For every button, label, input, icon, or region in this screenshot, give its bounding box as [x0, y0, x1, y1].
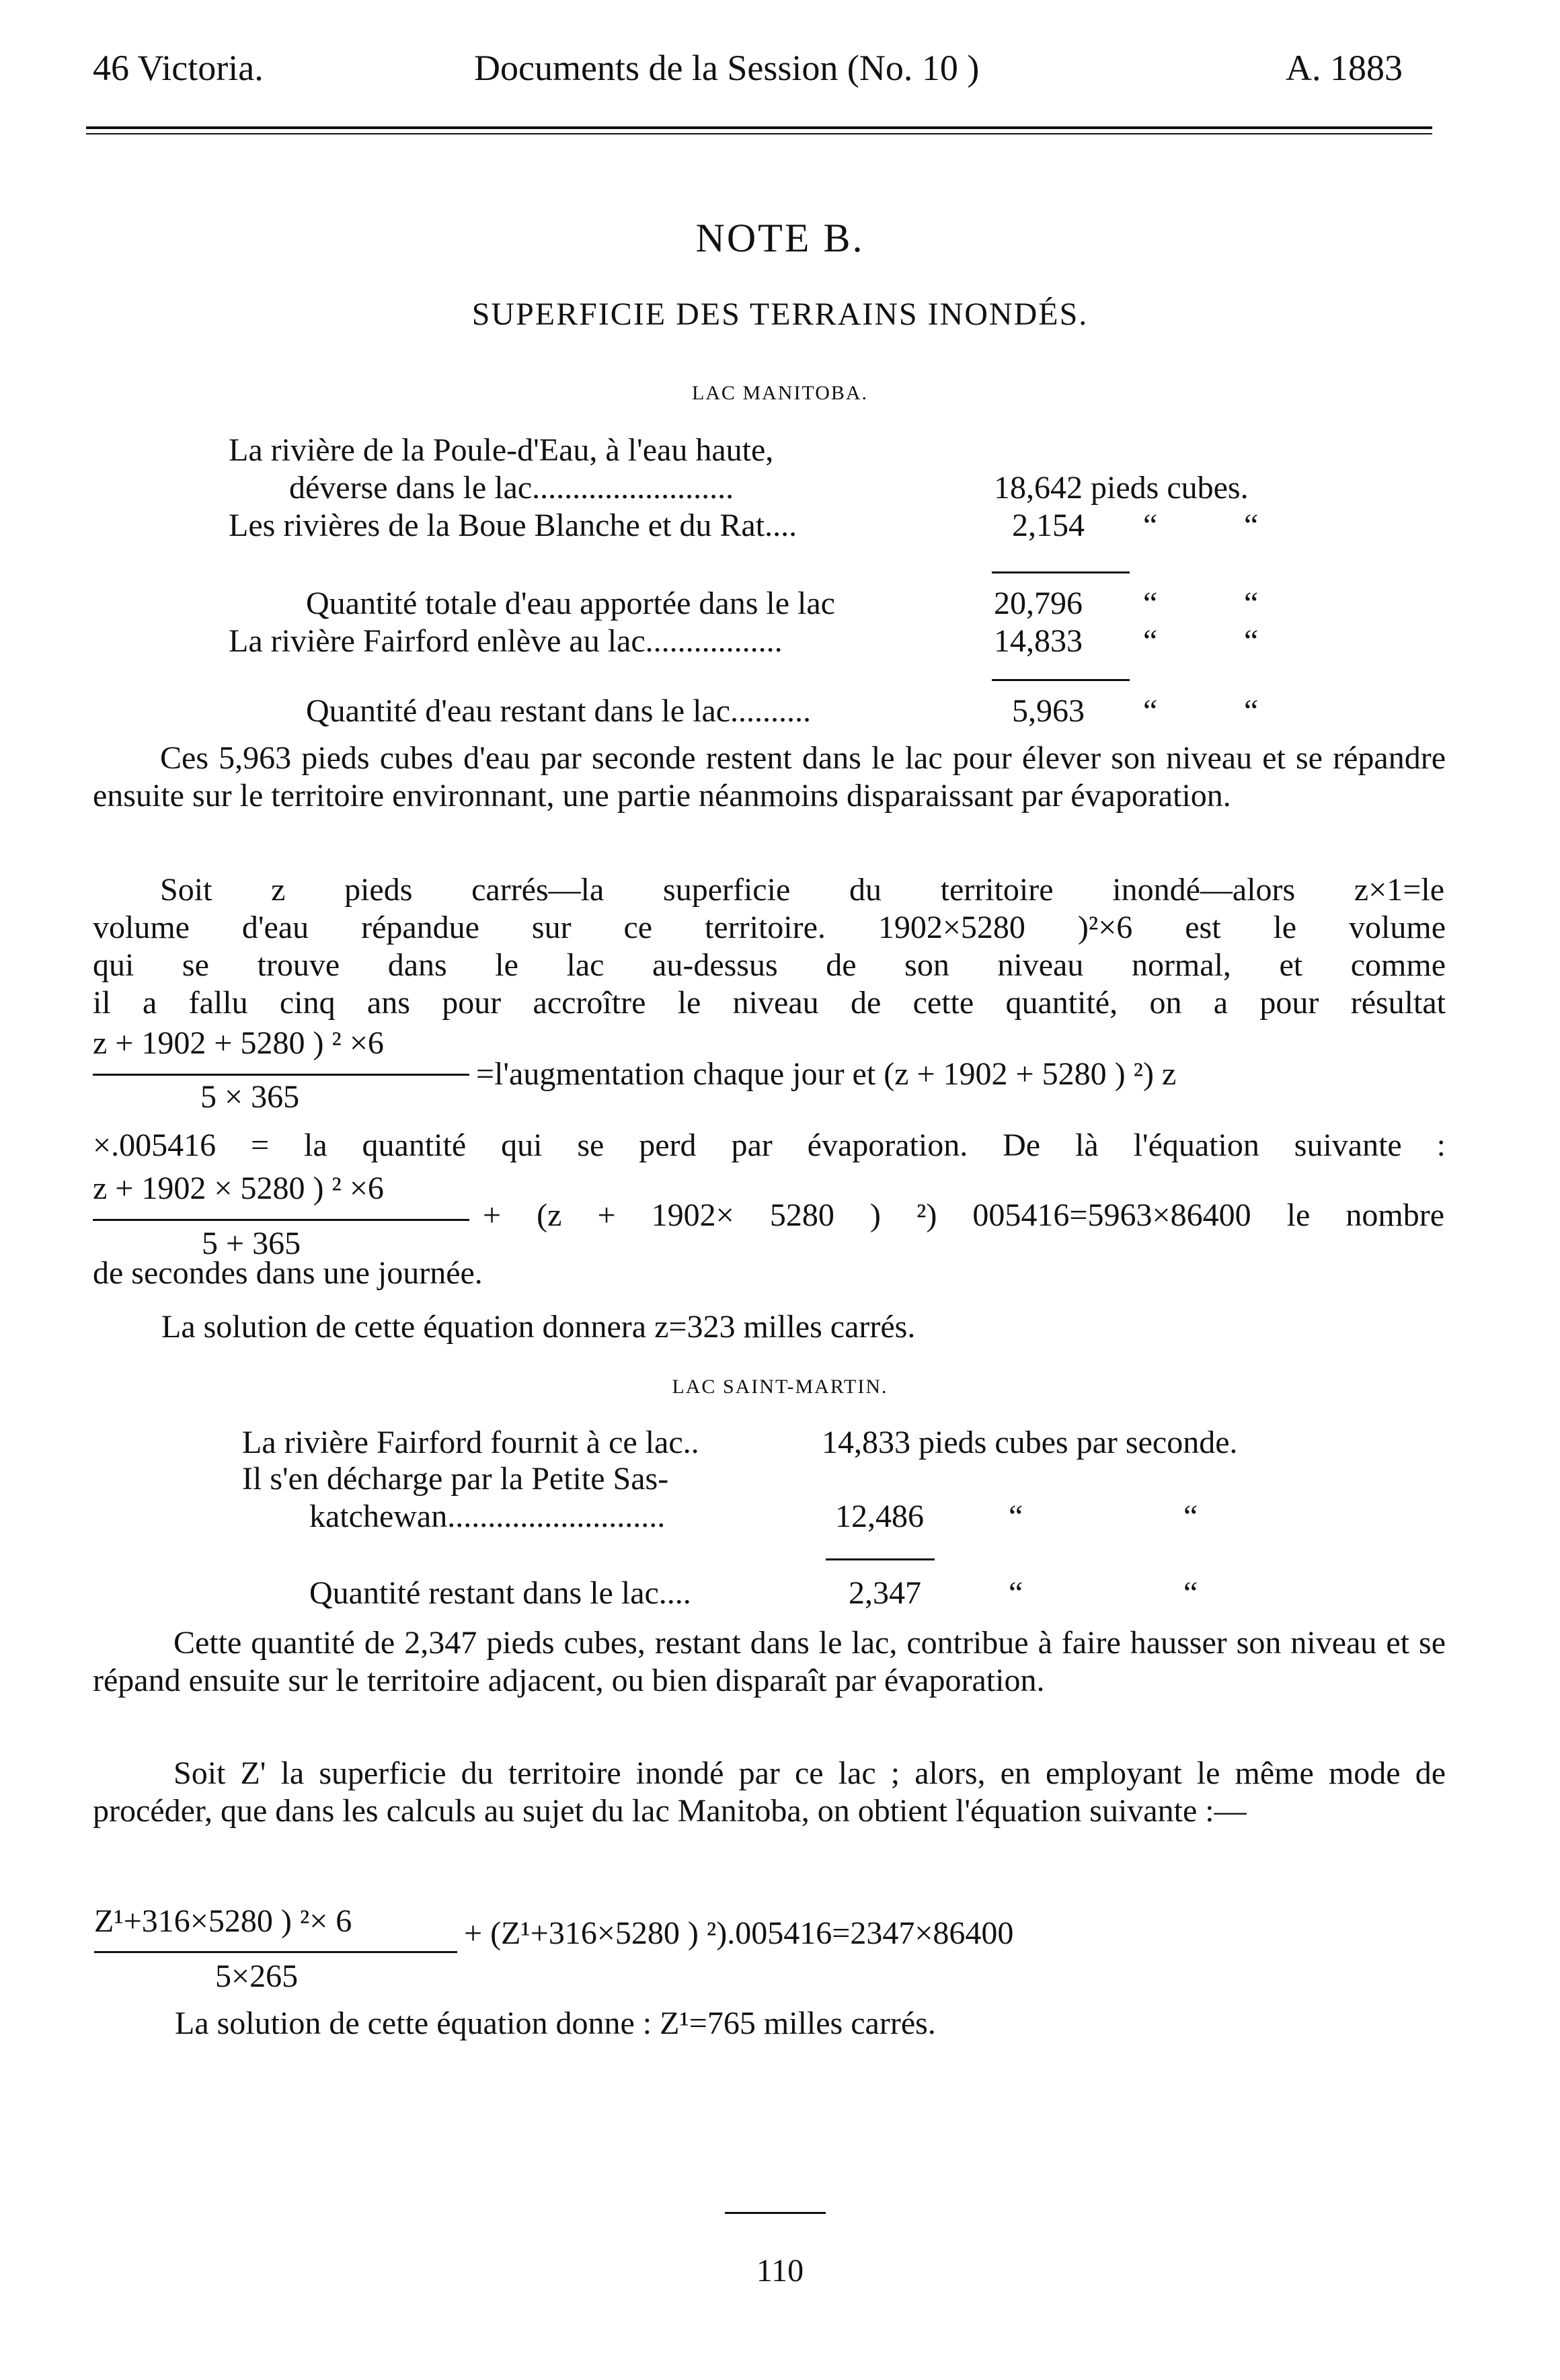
saint-martin-row1-value: 14,833 pieds cubes par seconde. [822, 1425, 1238, 1460]
manitoba-row4-ditto1: “ [1143, 623, 1158, 659]
manitoba-row2-label: Les rivières de la Boue Blanche et du Rat.... [229, 508, 797, 543]
saint-martin-row3-ditto2: “ [1183, 1575, 1198, 1611]
manitoba-row5-ditto1: “ [1143, 693, 1158, 729]
equation-1-rest: =l'augmentation chaque jour et (z + 1902 + 5280 ) ²) z [476, 1056, 1177, 1092]
manitoba-paragraph-2-line4: il a fallu cinq ans pour accroître le niveau de cette quantité, on a pour résultat [93, 985, 1446, 1021]
manitoba-paragraph-2-line2: volume d'eau répandue sur ce territoire. 1902×5280 )²×6 est le volume [93, 910, 1446, 945]
saint-martin-row1-label: La rivière Fairford fournit à ce lac.. [242, 1425, 699, 1460]
saint-martin-row2-ditto2: “ [1183, 1499, 1198, 1534]
equation-3-denominator: 5 + 365 [202, 1226, 301, 1261]
manitoba-row1-value: 18,642 pieds cubes. [994, 470, 1249, 506]
saint-martin-solution: La solution de cette équation donne : Z¹=765 milles carrés. [175, 2006, 936, 2041]
note-title: NOTE B. [695, 216, 865, 260]
equation-1-numerator: z + 1902 + 5280 ) ² ×6 [93, 1025, 384, 1061]
manitoba-paragraph-2-line1: Soit z pieds carrés—la superficie du territoire inondé—alors z×1=le [160, 872, 1444, 908]
manitoba-row3-ditto1: “ [1143, 586, 1158, 621]
saint-martin-row2-value: 12,486 [835, 1499, 924, 1534]
header-right: A. 1883 [1286, 48, 1403, 88]
saint-martin-row3-ditto1: “ [1009, 1575, 1023, 1611]
saint-martin-equation-denominator: 5×265 [215, 1958, 299, 1994]
saint-martin-heading: LAC SAINT-MARTIN. [672, 1376, 888, 1398]
manitoba-row4-value: 14,833 [994, 623, 1083, 659]
manitoba-heading: LAC MANITOBA. [691, 382, 869, 404]
manitoba-row4-ditto2: “ [1244, 623, 1259, 659]
manitoba-row2-ditto1: “ [1143, 508, 1158, 543]
manitoba-paragraph-1: Ces 5,963 pieds cubes d'eau par seconde restent dans le lac pour élever son niveau et se répandre ensuite sur le territoire environnant, une partie néanmoins disparaissant par évaporation. [93, 740, 1446, 814]
section-title: SUPERFICIE DES TERRAINS INONDÉS. [471, 296, 1089, 332]
manitoba-row5-ditto2: “ [1244, 693, 1259, 729]
saint-martin-row2-ditto1: “ [1009, 1499, 1023, 1534]
manitoba-row2-value: 2,154 [1012, 508, 1085, 543]
equation-3-fraction-bar [93, 1219, 469, 1221]
manitoba-sum-rule-2 [992, 679, 1130, 681]
manitoba-row3-value: 20,796 [994, 586, 1083, 621]
saint-martin-row3-value: 2,347 [849, 1575, 921, 1611]
equation-3-numerator: z + 1902 × 5280 ) ² ×6 [93, 1171, 384, 1206]
saint-martin-row3-label: Quantité restant dans le lac.... [309, 1575, 691, 1611]
manitoba-row1-line1: La rivière de la Poule-d'Eau, à l'eau haute, [229, 432, 774, 468]
saint-martin-paragraph-2: Soit Z' la superficie du territoire inondé par ce lac ; alors, en employant le même mode de procéder, que dans les calculs au sujet du lac Manitoba, on obtient l'équation suivante :— [93, 1755, 1446, 1829]
saint-martin-equation-fraction-bar [94, 1951, 457, 1953]
saint-martin-sum-rule [826, 1558, 935, 1560]
page-number: 110 [756, 2253, 804, 2289]
manitoba-row3-label: Quantité totale d'eau apportée dans le lac [306, 586, 835, 621]
saint-martin-row2-line2: katchewan........................... [309, 1499, 666, 1534]
equation-1-denominator: 5 × 365 [200, 1079, 300, 1115]
header-rule-bottom [86, 133, 1432, 134]
manitoba-row3-ditto2: “ [1244, 586, 1259, 621]
manitoba-paragraph-2-line3: qui se trouve dans le lac au-dessus de son niveau normal, et comme [93, 947, 1446, 983]
saint-martin-row2-line1: Il s'en décharge par la Petite Sas- [242, 1461, 669, 1497]
manitoba-row5-label: Quantité d'eau restant dans le lac.......... [306, 693, 812, 729]
saint-martin-equation-numerator: Z¹+316×5280 ) ²× 6 [94, 1903, 352, 1939]
equation-3-rest: + (z + 1902× 5280 ) ²) 005416=5963×86400 le nombre [483, 1197, 1444, 1233]
manitoba-sum-rule-1 [992, 571, 1130, 573]
header-left: 46 Victoria. [93, 48, 264, 88]
equation-3-tail: de secondes dans une journée. [93, 1255, 483, 1291]
header-rule-top [86, 126, 1432, 129]
equation-1-fraction-bar [93, 1074, 469, 1076]
manitoba-row4-label: La rivière Fairford enlève au lac................. [229, 623, 783, 659]
footer-rule [725, 2212, 826, 2214]
manitoba-solution: La solution de cette équation donnera z=323 milles carrés. [161, 1309, 916, 1345]
saint-martin-equation-rest: + (Z¹+316×5280 ) ²).005416=2347×86400 [464, 1915, 1014, 1951]
manitoba-row2-ditto2: “ [1244, 508, 1259, 543]
saint-martin-paragraph-1: Cette quantité de 2,347 pieds cubes, restant dans le lac, contribue à faire hausser son niveau et se répand ensuite sur le territoire adjacent, ou bien disparaît par évaporation. [93, 1625, 1446, 1698]
header-center: Documents de la Session (No. 10 ) [474, 48, 980, 88]
equation-2-line: ×.005416 = la quantité qui se perd par évaporation. De là l'équation suivante : [93, 1127, 1446, 1163]
manitoba-row1-line2: déverse dans le lac......................... [289, 470, 734, 506]
manitoba-row5-value: 5,963 [1012, 693, 1085, 729]
